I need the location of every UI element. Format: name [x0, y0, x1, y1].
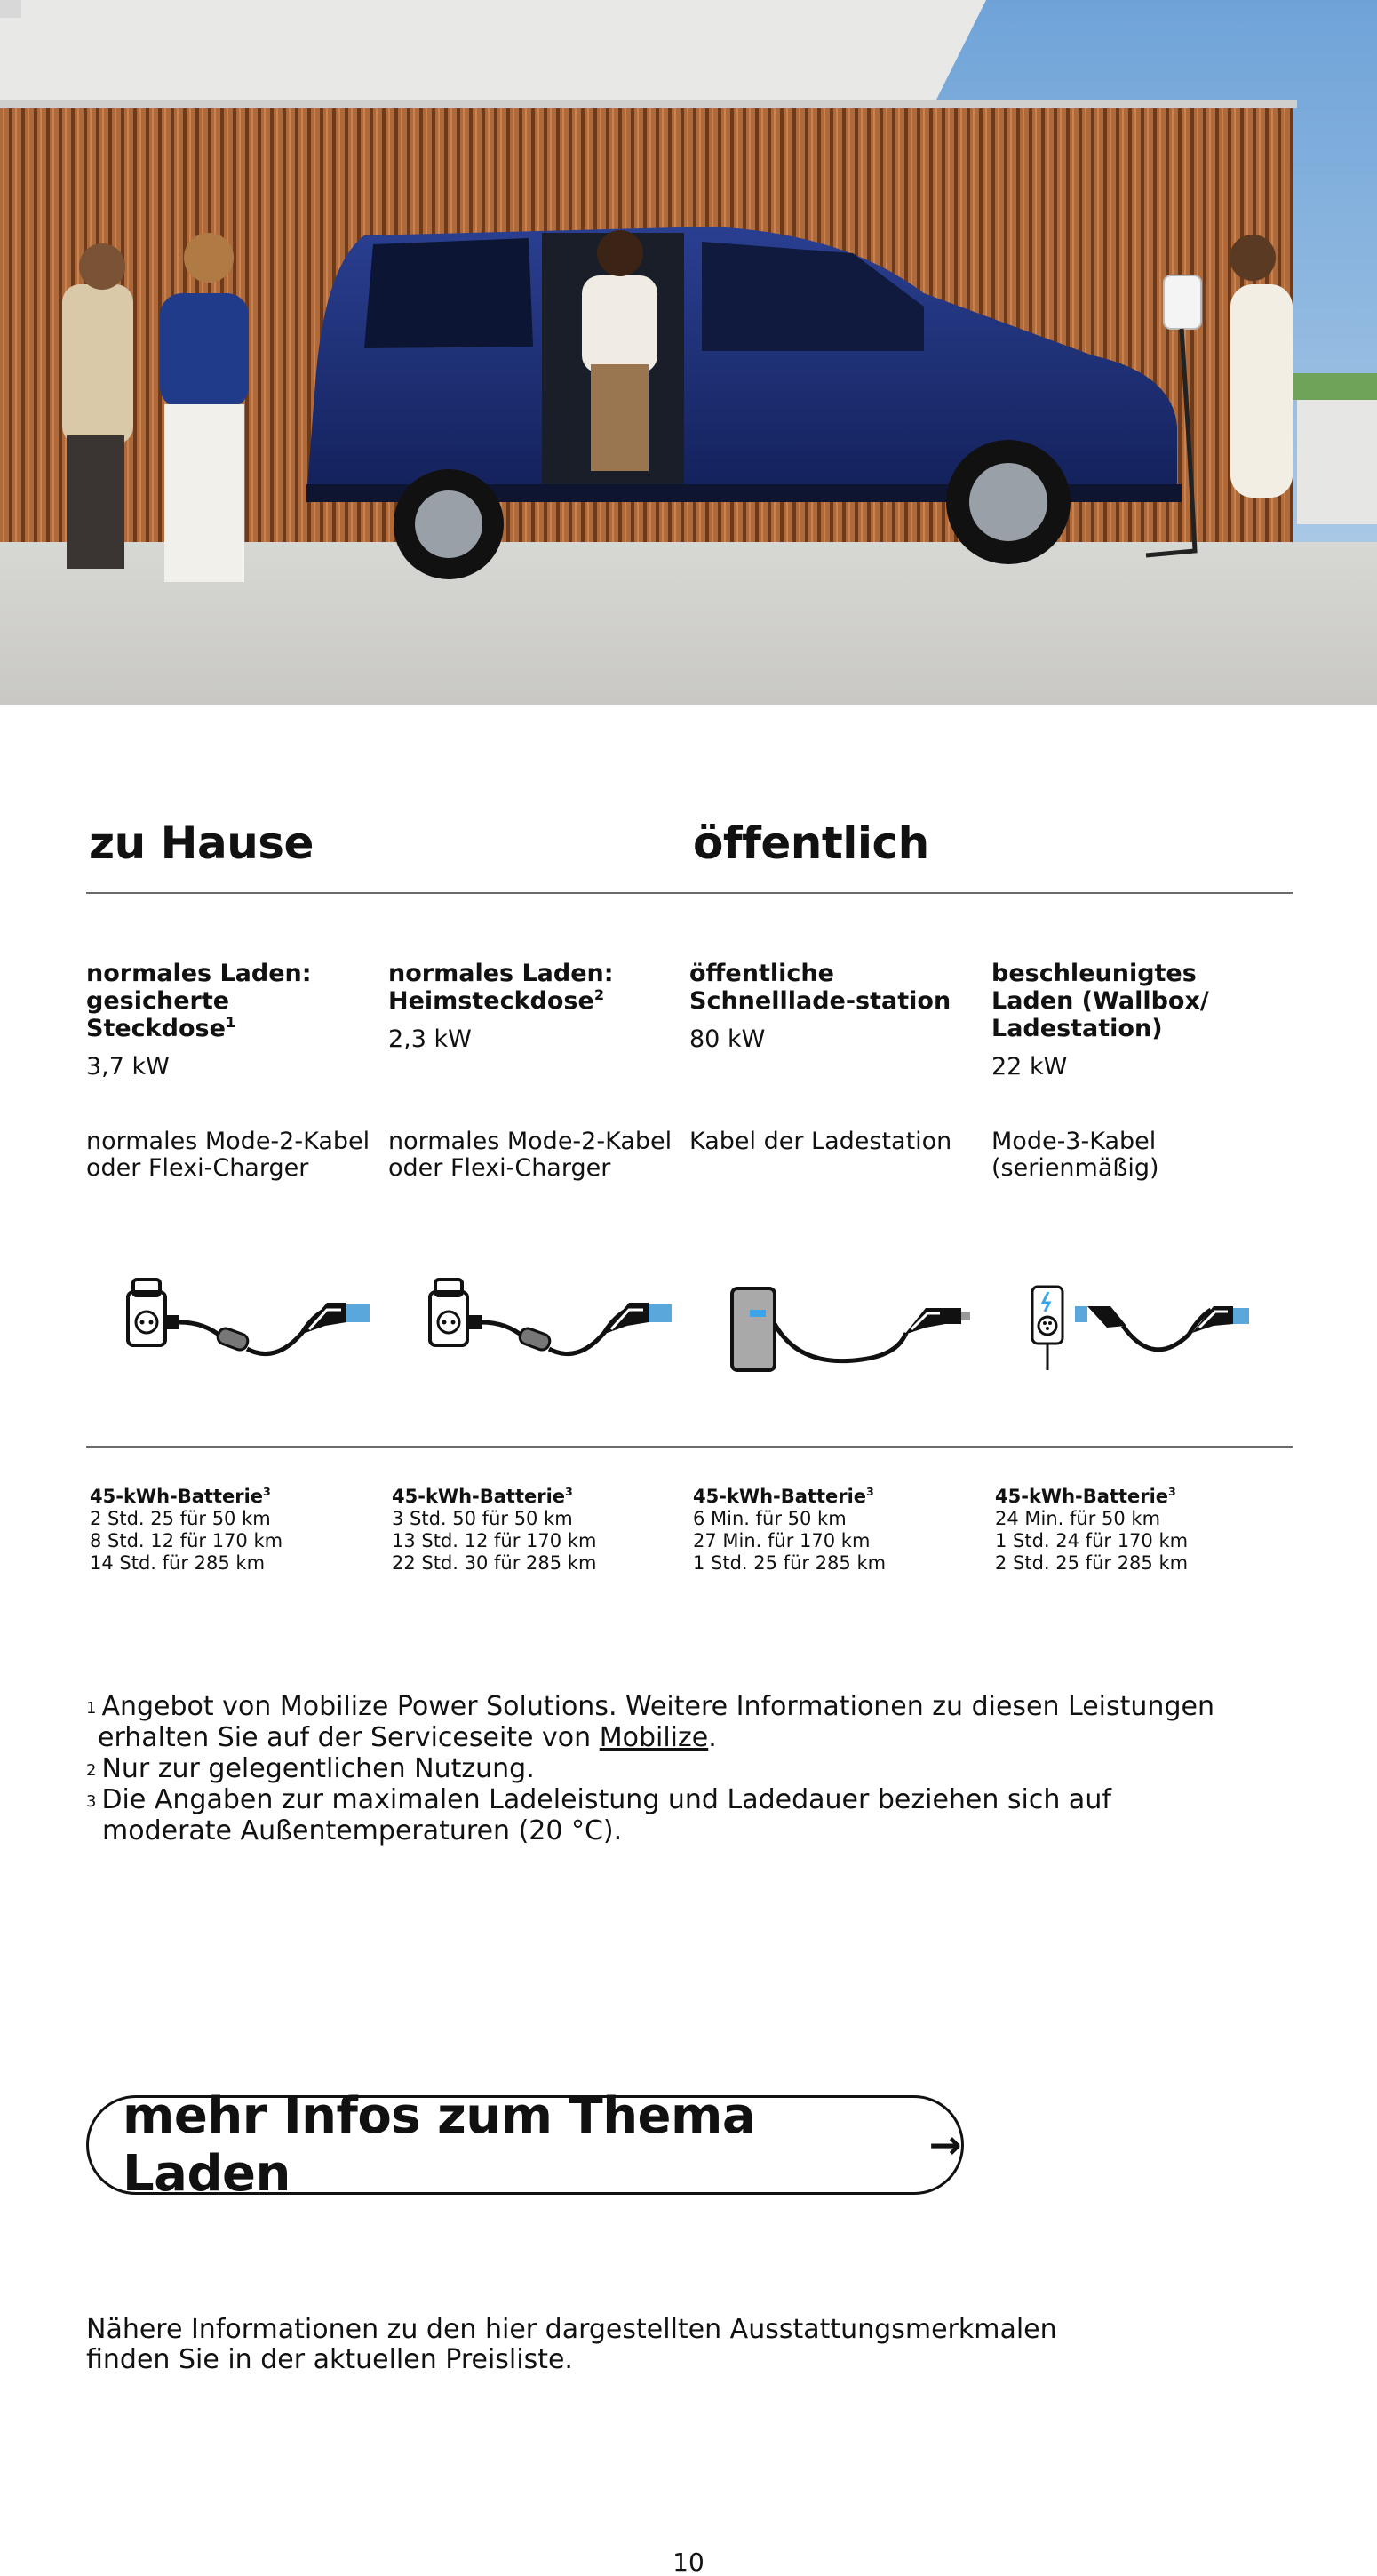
battery-head: 45-kWh-Batterie$^3$	[995, 1485, 1176, 1507]
battery-line: 2 Std. 25 für 50 km	[90, 1508, 271, 1529]
heading-home: zu Hause	[89, 817, 314, 869]
column-title: beschleunigtes Laden (Wallbox/ Ladestation)	[991, 960, 1209, 1042]
charging-power: 2,3 kW	[388, 1025, 472, 1053]
cable-type: normales Mode-2-Kabel oder Flexi-Charger	[86, 1128, 370, 1182]
battery-head: 45-kWh-Batterie$^3$	[693, 1485, 874, 1507]
footnote-1: $^1$ Angebot von Mobilize Power Solutions. Weitere Informationen zu diesen Leistungen erhalten Sie auf der Serviceseite von Mobilize.	[86, 1691, 1214, 1753]
battery-head: 45-kWh-Batterie$^3$	[392, 1485, 573, 1507]
footnotes	[86, 1691, 1330, 1846]
household-socket-cable-icon	[426, 1271, 684, 1386]
column-title: normales Laden: gesicherte Steckdose$^1$	[86, 960, 312, 1042]
column-wallbox	[991, 960, 1276, 1081]
cta-label: mehr Infos zum Thema Laden	[123, 2087, 756, 2203]
more-info-charging-button[interactable]	[86, 2087, 964, 2203]
hero-image	[0, 0, 1377, 705]
battery-line: 27 Min. für 170 km	[693, 1530, 871, 1551]
battery-info	[995, 1486, 1279, 1575]
charging-power: 80 kW	[689, 1025, 766, 1053]
column-secured-socket	[86, 960, 370, 1081]
fast-charging-station-icon	[728, 1271, 986, 1386]
cable-type: Mode-3-Kabel (serienmäßig)	[991, 1128, 1159, 1182]
divider-top	[86, 892, 1293, 894]
column-fast-charging-station	[689, 960, 974, 1054]
footnote-2: $^2$ Nur zur gelegentlichen Nutzung.	[86, 1753, 535, 1784]
page-number: 10	[673, 2548, 704, 2576]
cable-type: normales Mode-2-Kabel oder Flexi-Charger	[388, 1128, 673, 1182]
battery-info	[90, 1486, 374, 1575]
column-title: normales Laden: Heimsteckdose$^2$	[388, 960, 614, 1015]
charging-power: 22 kW	[991, 1053, 1068, 1081]
battery-line: 8 Std. 12 für 170 km	[90, 1530, 283, 1551]
mobilize-link[interactable]: Mobilize	[599, 1722, 709, 1753]
battery-line: 6 Min. für 50 km	[693, 1508, 847, 1529]
arrow-right-icon: →	[928, 2122, 961, 2168]
battery-head: 45-kWh-Batterie$^3$	[90, 1485, 271, 1507]
pricelist-note	[86, 2315, 1241, 2375]
footnote-3: $^3$ Die Angaben zur maximalen Ladeleistung und Ladedauer beziehen sich auf moderate Außentemperaturen (20 °C).	[86, 1784, 1111, 1846]
battery-line: 1 Std. 25 für 285 km	[693, 1552, 887, 1574]
cable-type: Kabel der Ladestation	[689, 1128, 952, 1155]
column-title: öffentliche Schnelllade-station	[689, 960, 951, 1015]
battery-line: 22 Std. 30 für 285 km	[392, 1552, 597, 1574]
note-line: Nähere Informationen zu den hier dargestellten Ausstattungsmerkmalen	[86, 2314, 1057, 2345]
household-socket-cable-icon	[124, 1271, 382, 1386]
note-line: finden Sie in der aktuellen Preisliste.	[86, 2344, 573, 2375]
wallbox-cable-icon	[1029, 1271, 1286, 1386]
battery-line: 3 Std. 50 für 50 km	[392, 1508, 573, 1529]
battery-line: 13 Std. 12 für 170 km	[392, 1530, 597, 1551]
battery-info	[693, 1486, 977, 1575]
charging-power: 3,7 kW	[86, 1053, 170, 1081]
battery-line: 14 Std. für 285 km	[90, 1552, 266, 1574]
battery-info	[392, 1486, 676, 1575]
column-home-socket	[388, 960, 673, 1054]
divider-bottom	[86, 1446, 1293, 1448]
battery-line: 1 Std. 24 für 170 km	[995, 1530, 1189, 1551]
van-charging-scene	[0, 0, 1377, 705]
heading-public: öffentlich	[693, 817, 929, 869]
battery-line: 2 Std. 25 für 285 km	[995, 1552, 1189, 1574]
battery-line: 24 Min. für 50 km	[995, 1508, 1161, 1529]
